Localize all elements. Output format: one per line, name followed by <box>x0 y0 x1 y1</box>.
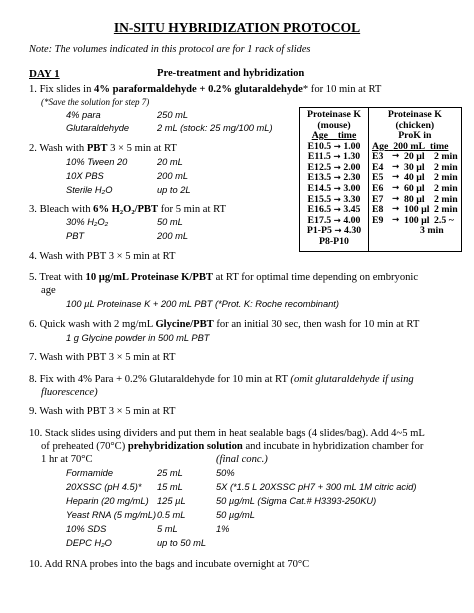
chicken-amount: 30 µl <box>404 161 425 173</box>
chicken-last-line: 3 min <box>420 225 444 237</box>
reagent-name: Formamide <box>66 468 114 478</box>
reagent-name: 10% Tween 20 <box>66 157 128 167</box>
chicken-age: E7 <box>372 193 384 205</box>
step-10-line2-suffix: and incubate in hybridization chamber for <box>242 441 424 452</box>
step-6-prefix: 6. Quick wash with 2 mg/mL <box>29 319 156 330</box>
chicken-rows <box>372 152 458 226</box>
step-5-prefix: 5. Treat with <box>29 272 86 283</box>
step-4: 4. Wash with PBT 3 × 5 min at RT <box>29 251 176 262</box>
reagent-name: 4% para <box>66 110 101 120</box>
step-1-subnote: (*Save the solution for step 7) <box>41 97 150 107</box>
mouse-column <box>300 108 369 252</box>
mouse-time: 3.45 <box>343 204 361 216</box>
reagent-amount: 125 µL <box>157 496 186 506</box>
step-8-note: (omit glutaraldehyde if using <box>290 374 414 385</box>
reagent-conc: 50% <box>216 468 235 478</box>
reagent-conc: 5X (*1.5 L 20XSSC pH7 + 300 mL 1M citric acid) <box>216 482 417 492</box>
reagent-name: 30% H₂O₂ <box>66 217 109 227</box>
step-5 <box>29 272 418 285</box>
chicken-subtitle: (chicken) <box>395 119 435 131</box>
chicken-age: E8 <box>372 204 384 216</box>
chicken-amount: 100 µl <box>404 204 430 216</box>
arrow-icon: → <box>392 161 400 172</box>
reagent-name: Glutaraldehyde <box>66 123 130 133</box>
chicken-time-header: time <box>429 140 449 152</box>
arrow-icon: → <box>333 184 341 195</box>
reagent-name: Yeast RNA (5 mg/mL) <box>66 510 157 520</box>
step-6-suffix: for an initial 30 sec, then wash for 10 min at RT <box>213 319 420 330</box>
mouse-time-header: time <box>337 130 357 142</box>
reagent-conc: 50 µg/mL <box>216 510 255 520</box>
reagent-amount: 5 mL <box>157 524 178 534</box>
chicken-age: E4 <box>372 161 384 173</box>
chicken-time: 2 min <box>434 172 458 184</box>
reagent-name: 10% SDS <box>66 524 107 534</box>
chicken-time: 2 min <box>434 183 458 195</box>
reagent-amount: 250 mL <box>157 110 189 120</box>
step-5-suffix: at RT for optimal time depending on embryonic <box>212 272 419 283</box>
arrow-icon: → <box>333 141 341 152</box>
arrow-icon: → <box>333 162 341 173</box>
step-8 <box>29 374 414 387</box>
mouse-time: 2.30 <box>343 172 361 184</box>
step-10-line3: 1 hr at 70°C <box>41 454 93 465</box>
step-1-suffix: * for 10 min at RT <box>302 84 382 95</box>
arrow-icon: → <box>392 214 400 225</box>
chicken-age-header: Age <box>372 140 389 152</box>
mouse-time: 2.00 <box>343 161 361 173</box>
step-9: 9. Wash with PBT 3 × 5 min at RT <box>29 406 176 417</box>
reagent-amount: 20 mL <box>157 157 183 167</box>
reagent-conc: 50 µg/mL (Sigma Cat.# H3393-250KU) <box>216 496 377 506</box>
chicken-time: 2 min <box>434 204 458 216</box>
document-title: IN-SITU HYBRIDIZATION PROTOCOL <box>113 20 361 35</box>
step-1-prefix: 1. Fix slides in <box>29 84 95 95</box>
reagent-amount: 200 mL <box>157 171 189 181</box>
reagent-amount: 200 mL <box>157 231 189 241</box>
step-6-reagent: Glycine/PBT <box>155 319 214 330</box>
mouse-time: 1.30 <box>343 151 361 163</box>
chicken-title: Proteinase K <box>387 109 442 120</box>
mouse-title: Proteinase K <box>307 109 361 120</box>
mouse-age: E14.5 <box>307 183 332 195</box>
step-7: 7. Wash with PBT 3 × 5 min at RT <box>29 352 176 363</box>
step-6-detail: 1 g Glycine powder in 500 mL PBT <box>66 333 210 343</box>
mouse-age: E12.5 <box>307 161 332 173</box>
mouse-row <box>303 237 365 248</box>
chicken-age: E9 <box>372 214 384 226</box>
chicken-amount-header: 200 mL <box>393 140 426 152</box>
chicken-amount: 20 µl <box>404 151 425 163</box>
mouse-age: E17.5 <box>307 214 332 226</box>
day-label: DAY 1 <box>29 68 60 80</box>
step-10-reagent: prehybridization solution <box>127 441 243 452</box>
step-5-detail: 100 µL Proteinase K + 200 mL PBT (*Prot. K: Roche recombinant) <box>66 299 339 309</box>
chicken-time: 2 min <box>434 151 458 163</box>
mouse-age: E15.5 <box>307 193 332 205</box>
chicken-age: E5 <box>372 172 384 184</box>
step-5-reagent: 10 µg/mL Proteinase K/PBT <box>85 272 213 283</box>
arrow-icon: → <box>392 183 400 194</box>
arrow-icon: → <box>333 173 341 184</box>
step-5-line2: age <box>41 285 56 296</box>
chicken-amount: 100 µl <box>404 214 430 226</box>
chicken-amount: 40 µl <box>404 172 425 184</box>
step-2-reagent: PBT <box>86 143 108 154</box>
reagent-amount: 25 mL <box>157 468 183 478</box>
arrow-icon: → <box>334 226 342 237</box>
mouse-subtitle: (mouse) <box>317 119 351 131</box>
step-1 <box>29 84 381 97</box>
arrow-icon: → <box>333 205 341 216</box>
mouse-time: 4.00 <box>343 214 361 226</box>
chicken-time: 2.5 ~ <box>434 214 454 226</box>
step-2 <box>29 143 177 156</box>
chicken-time: 2 min <box>434 193 458 205</box>
chicken-age: E3 <box>372 151 384 163</box>
step-3-prefix: 3. Bleach with <box>29 204 94 215</box>
chicken-amount: 60 µl <box>404 183 425 195</box>
mouse-age-header: Age <box>311 130 329 142</box>
mouse-time: 3.00 <box>343 183 361 195</box>
reagent-name: PBT <box>66 231 85 241</box>
step-3 <box>29 204 226 217</box>
arrow-icon: → <box>333 152 341 163</box>
step-8-line2: fluorescence) <box>41 387 98 398</box>
reagent-amount: 15 mL <box>157 482 183 492</box>
mouse-age: E10.5 <box>307 140 332 152</box>
mouse-age: E16.5 <box>307 204 332 216</box>
mouse-age: E11.5 <box>307 151 331 163</box>
chicken-time: 2 min <box>434 161 458 173</box>
arrow-icon: → <box>333 194 341 205</box>
reagent-name: 20XSSC (pH 4.5)* <box>66 482 142 492</box>
chicken-row <box>372 216 458 227</box>
step-10-line2 <box>41 441 423 454</box>
step-10-line2-prefix: of preheated (70°C) <box>41 441 128 452</box>
reagent-conc: 1% <box>216 524 230 534</box>
volume-note: Note: The volumes indicated in this protocol are for 1 rack of slides <box>29 44 311 55</box>
reagent-name: Sterile H₂O <box>66 185 113 195</box>
mouse-time: 3.30 <box>343 193 361 205</box>
reagent-amount: 50 mL <box>157 217 183 227</box>
step-2-prefix: 2. Wash with <box>29 143 87 154</box>
step-6 <box>29 319 419 332</box>
mouse-time: 4.30 <box>343 225 362 237</box>
arrow-icon: → <box>392 172 400 183</box>
arrow-icon: → <box>392 151 400 162</box>
reagent-name: 10X PBS <box>66 171 104 181</box>
final-conc-label: (final conc.) <box>216 454 268 465</box>
step-3-suffix: for 5 min at RT <box>158 204 226 215</box>
reagent-amount: up to 50 mL <box>157 538 207 548</box>
chicken-amount: 80 µl <box>404 193 425 205</box>
reagent-name: Heparin (20 mg/mL) <box>66 496 149 506</box>
proteinase-k-table <box>299 107 462 252</box>
mouse-rows <box>303 142 365 248</box>
mouse-age: E13.5 <box>307 172 332 184</box>
chicken-age: E6 <box>372 183 384 195</box>
day-heading: Pre-treatment and hybridization <box>157 68 305 79</box>
arrow-icon: → <box>392 193 400 204</box>
reagent-amount: up to 2L <box>157 185 191 195</box>
step-8-text: 8. Fix with 4% Para + 0.2% Glutaraldehyde for 10 min at RT <box>29 374 291 385</box>
reagent-amount: 0.5 mL <box>157 510 186 520</box>
step-11: 10. Add RNA probes into the bags and incubate overnight at 70°C <box>29 559 310 570</box>
step-10-line1: 10. Stack slides using dividers and put them in heat sealable bags (4 slides/bag). Add 4~5 mL <box>29 428 425 439</box>
arrow-icon: → <box>333 215 341 226</box>
chicken-column <box>369 108 462 252</box>
mouse-time: 1.00 <box>343 140 361 152</box>
reagent-name: DEPC H₂O <box>66 538 112 548</box>
reagent-amount: 2 mL (stock: 25 mg/100 mL) <box>157 123 273 133</box>
chicken-prok-label: ProK in <box>398 130 432 142</box>
step-2-suffix: 3 × 5 min at RT <box>107 143 177 154</box>
arrow-icon: → <box>392 204 400 215</box>
step-1-reagent: 4% paraformaldehyde + 0.2% glutaraldehyde <box>94 84 303 95</box>
mouse-age: P1-P5 <box>306 225 332 237</box>
step-3-reagent: 6% H₂O₂/PBT <box>93 204 159 215</box>
mouse-age: P8-P10 <box>319 235 349 247</box>
